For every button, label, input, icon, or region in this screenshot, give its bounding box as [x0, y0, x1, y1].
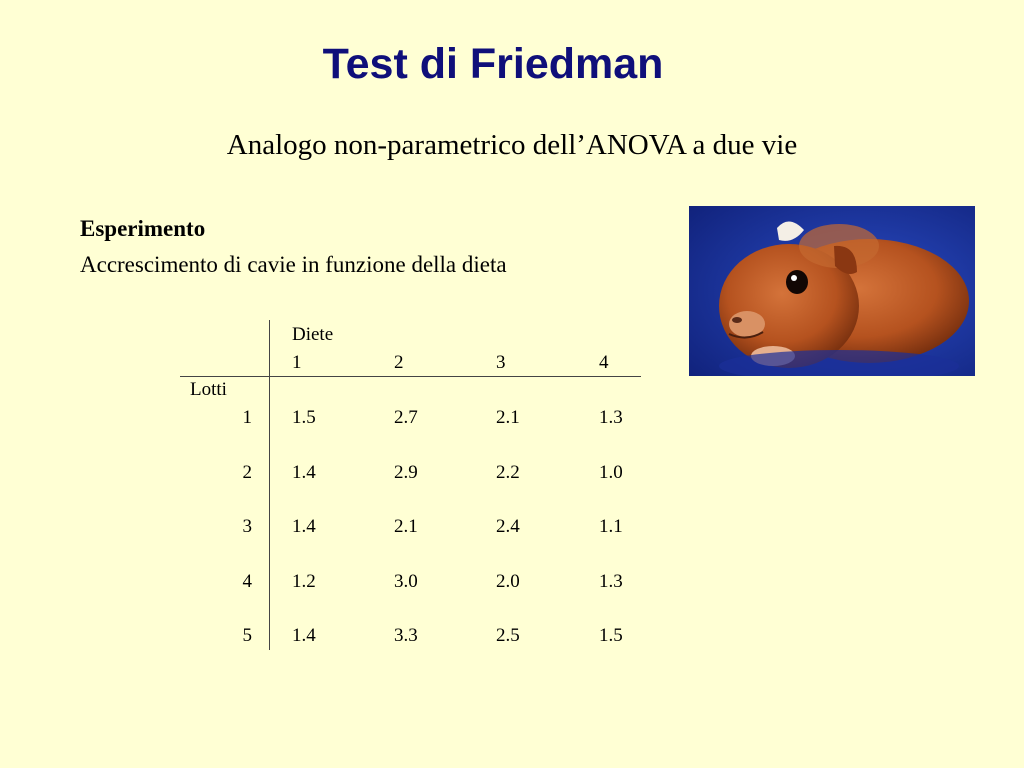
- table-cell: 2.1: [496, 407, 520, 428]
- table-cell: 3.0: [394, 571, 418, 592]
- data-table: [180, 320, 650, 652]
- guinea-pig-illustration: [689, 206, 975, 376]
- table-cell: 2.5: [496, 625, 520, 646]
- experiment-description: Accrescimento di cavie in funzione della dieta: [80, 252, 507, 277]
- table-cell: 2.2: [496, 462, 520, 483]
- row-label: 5: [242, 625, 252, 646]
- table-cell: 2.0: [496, 571, 520, 592]
- table-cell: 1.5: [292, 407, 316, 428]
- column-group-label: Diete: [292, 324, 334, 345]
- column-header: 2: [394, 352, 404, 373]
- experiment-heading: Esperimento: [80, 216, 206, 241]
- table-vertical-divider: [269, 320, 270, 650]
- row-label: 2: [242, 462, 252, 483]
- table-cell: 1.1: [599, 516, 623, 537]
- table-cell: 1.3: [599, 571, 623, 592]
- column-header: 3: [496, 352, 506, 373]
- table-cell: 1.3: [599, 407, 623, 428]
- table-cell: 1.0: [599, 462, 623, 483]
- column-header: 1: [292, 352, 302, 373]
- column-header: 4: [599, 352, 609, 373]
- table-cell: 2.7: [394, 407, 418, 428]
- table-cell: 2.4: [496, 516, 520, 537]
- slide-title: Test di Friedman: [322, 40, 664, 88]
- table-cell: 3.3: [394, 625, 418, 646]
- row-group-label: Lotti: [190, 379, 227, 400]
- table-cell: 2.1: [394, 516, 418, 537]
- row-label: 1: [242, 407, 252, 428]
- table-cell: 1.5: [599, 625, 623, 646]
- table-cell: 1.2: [292, 571, 316, 592]
- table-cell: 2.9: [394, 462, 418, 483]
- table-cell: 1.4: [292, 462, 316, 483]
- row-label: 3: [242, 516, 252, 537]
- guinea-pig-photo: [689, 206, 975, 376]
- row-label: 4: [242, 571, 252, 592]
- table-header-divider: [180, 376, 641, 377]
- table-cell: 1.4: [292, 625, 316, 646]
- slide-subtitle: Analogo non-parametrico dell’ANOVA a due vie: [226, 129, 798, 161]
- table-cell: 1.4: [292, 516, 316, 537]
